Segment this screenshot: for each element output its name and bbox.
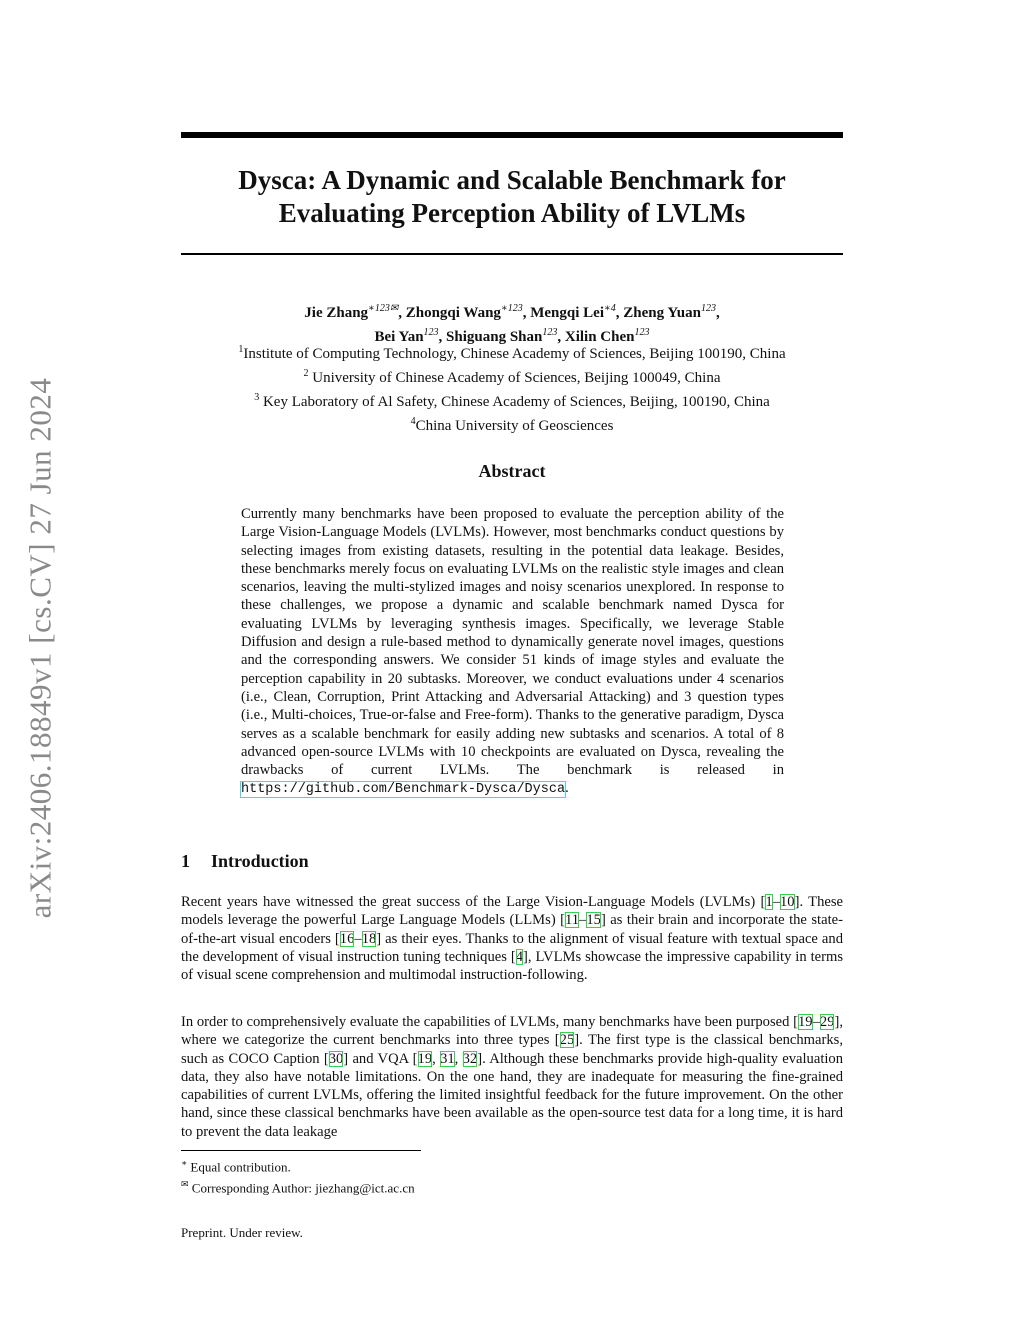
- citation-link[interactable]: 4: [515, 948, 524, 965]
- footnote-text: Equal contribution.: [187, 1159, 291, 1175]
- paragraph-text: ]. The first type is the classical benchmarks, such as COCO Caption [: [181, 1032, 843, 1067]
- title-bottom-rule: [181, 253, 843, 255]
- affiliation-text: Key Laboratory of Al Safety, Chinese Academy of Sciences, Beijing, 100190, China: [259, 394, 770, 410]
- title-line-1: Dysca: A Dynamic and Scalable Benchmark for: [238, 165, 786, 195]
- author-separator: ,: [438, 329, 447, 345]
- citation-link[interactable]: 1: [765, 894, 773, 910]
- section-title: Introduction: [211, 851, 309, 871]
- paragraph-text: –: [772, 894, 780, 910]
- affiliation-mark: 2: [303, 368, 309, 379]
- citation-link[interactable]: 31: [440, 1050, 455, 1067]
- affiliation-line: [181, 388, 843, 412]
- affiliation-mark: 1: [238, 344, 244, 355]
- citation-link[interactable]: 19: [417, 1050, 433, 1067]
- affiliation-line: [181, 364, 843, 388]
- paragraph-text: ], LVLMs showcase the impressive capability in terms of visual scene comprehension and multimodal instruction-following.: [181, 948, 844, 984]
- abstract-text: Currently many benchmarks have been proposed to evaluate the perception ability of the Large Vision-Language Models (LVLMs). However, most benchmarks conduct questions by selecting images from existing datasets, resulting in the potential data leakage. Besides, these benchmarks merely focus on evaluating LVLMs on the realistic style images and clean scenarios, leaving the multi-stylized images and noisy scenarios unexplored. In response to these challenges, we propose a dynamic and scalable benchmark named Dysca for evaluating LVLMs by leveraging synthesis images. Specifically, we leverage Stable Diffusion and design a rule-based method to dynamically generate novel images, questions and the corresponding answers. We consider 51 kinds of image styles and evaluate the perception capability in 20 subtasks. Moreover, we conduct evaluations under 4 scenarios (i.e., Clean, Corruption, Print Attacking and Adversarial Attacking) and 3 question types (i.e., Multi-choices, True-or-false and Free-form). Thanks to the generative paradigm, Dysca serves as a scalable benchmark for easily adding new subtasks and scenarios. A total of 8 advanced open-source LVLMs with 10 checkpoints are evaluated on Dysca, revealing the drawbacks of current LVLMs. The benchmark is released in: [241, 506, 784, 779]
- intro-paragraph-2: [181, 1013, 843, 1141]
- title-line-2: Evaluating Perception Ability of LVLMs: [278, 198, 746, 228]
- affiliation-text: China University of Geosciences: [415, 418, 614, 434]
- citation-link[interactable]: 30: [328, 1050, 344, 1067]
- author-name: Jie Zhang: [304, 305, 369, 321]
- citation-link[interactable]: 25: [559, 1032, 575, 1049]
- citation-link[interactable]: 32: [462, 1050, 478, 1067]
- affiliation-text: Institute of Computing Technology, Chinese Academy of Sciences, Beijing 100190, China: [243, 346, 786, 362]
- author-affil-mark: 123: [634, 327, 650, 338]
- footnote-mark: ✉: [181, 1179, 189, 1189]
- paragraph-text: ,: [432, 1050, 441, 1067]
- paragraph-text: –: [354, 930, 362, 947]
- author-affil-mark: ∗123✉: [368, 303, 399, 314]
- author-name: Shiguang Shan: [446, 329, 543, 345]
- paragraph-text: Recent years have witnessed the great success of the Large Vision-Language Models (LVLMs) [: [181, 894, 766, 910]
- author-affil-mark: 123: [700, 303, 716, 314]
- paragraph-text: ]. Although these benchmarks provide high-quality evaluation data, they also have notable limitations. On the one hand, they are inadequate for measuring the fine-grained capabilities of current LVLMs, offering the limited insightful feedback for the future improvement. On the other hand, since these classical benchmarks have been available as the open-source test data for a long time, it is hard to prevent the data leakage: [181, 1050, 844, 1140]
- footnote-text: Corresponding Author: jiezhang@ict.ac.cn: [188, 1180, 415, 1196]
- author-affil-mark: ∗4: [603, 303, 616, 314]
- author-separator: ,: [398, 305, 406, 321]
- paper-title: [181, 164, 843, 230]
- section-heading-introduction: [181, 851, 309, 872]
- footnote-rule: [181, 1150, 421, 1151]
- author-name: Xilin Chen: [564, 329, 635, 345]
- citation-link[interactable]: 29: [819, 1014, 835, 1030]
- abstract-body: [241, 505, 784, 800]
- citation-link[interactable]: 18: [361, 930, 377, 947]
- paragraph-text: ] and VQA [: [343, 1050, 418, 1067]
- citation-link[interactable]: 19: [798, 1014, 813, 1030]
- author-separator: ,: [557, 329, 565, 345]
- section-number: 1: [181, 851, 190, 871]
- abstract-heading: Abstract: [478, 461, 546, 481]
- citation-link[interactable]: 11: [565, 912, 580, 929]
- author-name: Zheng Yuan: [623, 305, 701, 321]
- paragraph-text: ]. These models leverage the powerful Large Language Models (LLMs) [: [181, 894, 843, 929]
- footnote-corresponding-author: [181, 1176, 415, 1196]
- paragraph-text: In order to comprehensively evaluate the capabilities of LVLMs, many benchmarks have been purposed [: [181, 1014, 798, 1030]
- affiliation-line: [181, 412, 843, 436]
- author-affil-mark: 123: [542, 327, 558, 338]
- paragraph-text: –: [812, 1014, 820, 1030]
- abstract-end: .: [565, 780, 569, 797]
- footnote-mark: ∗: [181, 1158, 188, 1168]
- citation-link[interactable]: 16: [339, 930, 355, 947]
- paragraph-text: ] as their brain and incorporate the state-of-the-art visual encoders [: [181, 912, 843, 947]
- footnote-equal-contribution: [181, 1155, 291, 1175]
- author-affil-mark: ∗123: [500, 303, 523, 314]
- arxiv-identifier: arXiv:2406.18849v1 [cs.CV] 27 Jun 2024: [22, 377, 58, 919]
- author-separator: ,: [715, 305, 720, 321]
- affiliation-list: [181, 340, 843, 436]
- author-separator: ,: [615, 305, 624, 321]
- affiliation-mark: 3: [254, 392, 260, 403]
- author-name: Zhongqi Wang: [405, 305, 501, 321]
- affiliation-text: University of Chinese Academy of Sciences, Beijing 100049, China: [308, 370, 721, 386]
- paragraph-text: –: [579, 912, 587, 929]
- affiliation-line: [181, 340, 843, 364]
- paragraph-text: ,: [454, 1050, 463, 1067]
- intro-paragraph-1: [181, 893, 843, 984]
- author-affil-mark: 123: [423, 327, 439, 338]
- author-separator: ,: [522, 305, 531, 321]
- preprint-notice: Preprint. Under review.: [181, 1225, 303, 1240]
- arxiv-stamp: [0, 358, 80, 938]
- author-name: Mengqi Lei: [530, 305, 604, 321]
- github-link[interactable]: https://github.com/Benchmark-Dysca/Dysca: [241, 782, 566, 798]
- title-top-rule: [181, 132, 843, 138]
- author-name: Bei Yan: [374, 329, 424, 345]
- citation-link[interactable]: 15: [586, 912, 601, 929]
- affiliation-mark: 4: [410, 416, 416, 427]
- paragraph-text: ] as their eyes. Thanks to the alignment of visual feature with textual space and the development of visual instruction tuning techniques [: [181, 930, 843, 965]
- citation-link[interactable]: 10: [779, 894, 795, 910]
- paragraph-text: ], where we categorize the current benchmarks into three types [: [181, 1014, 843, 1049]
